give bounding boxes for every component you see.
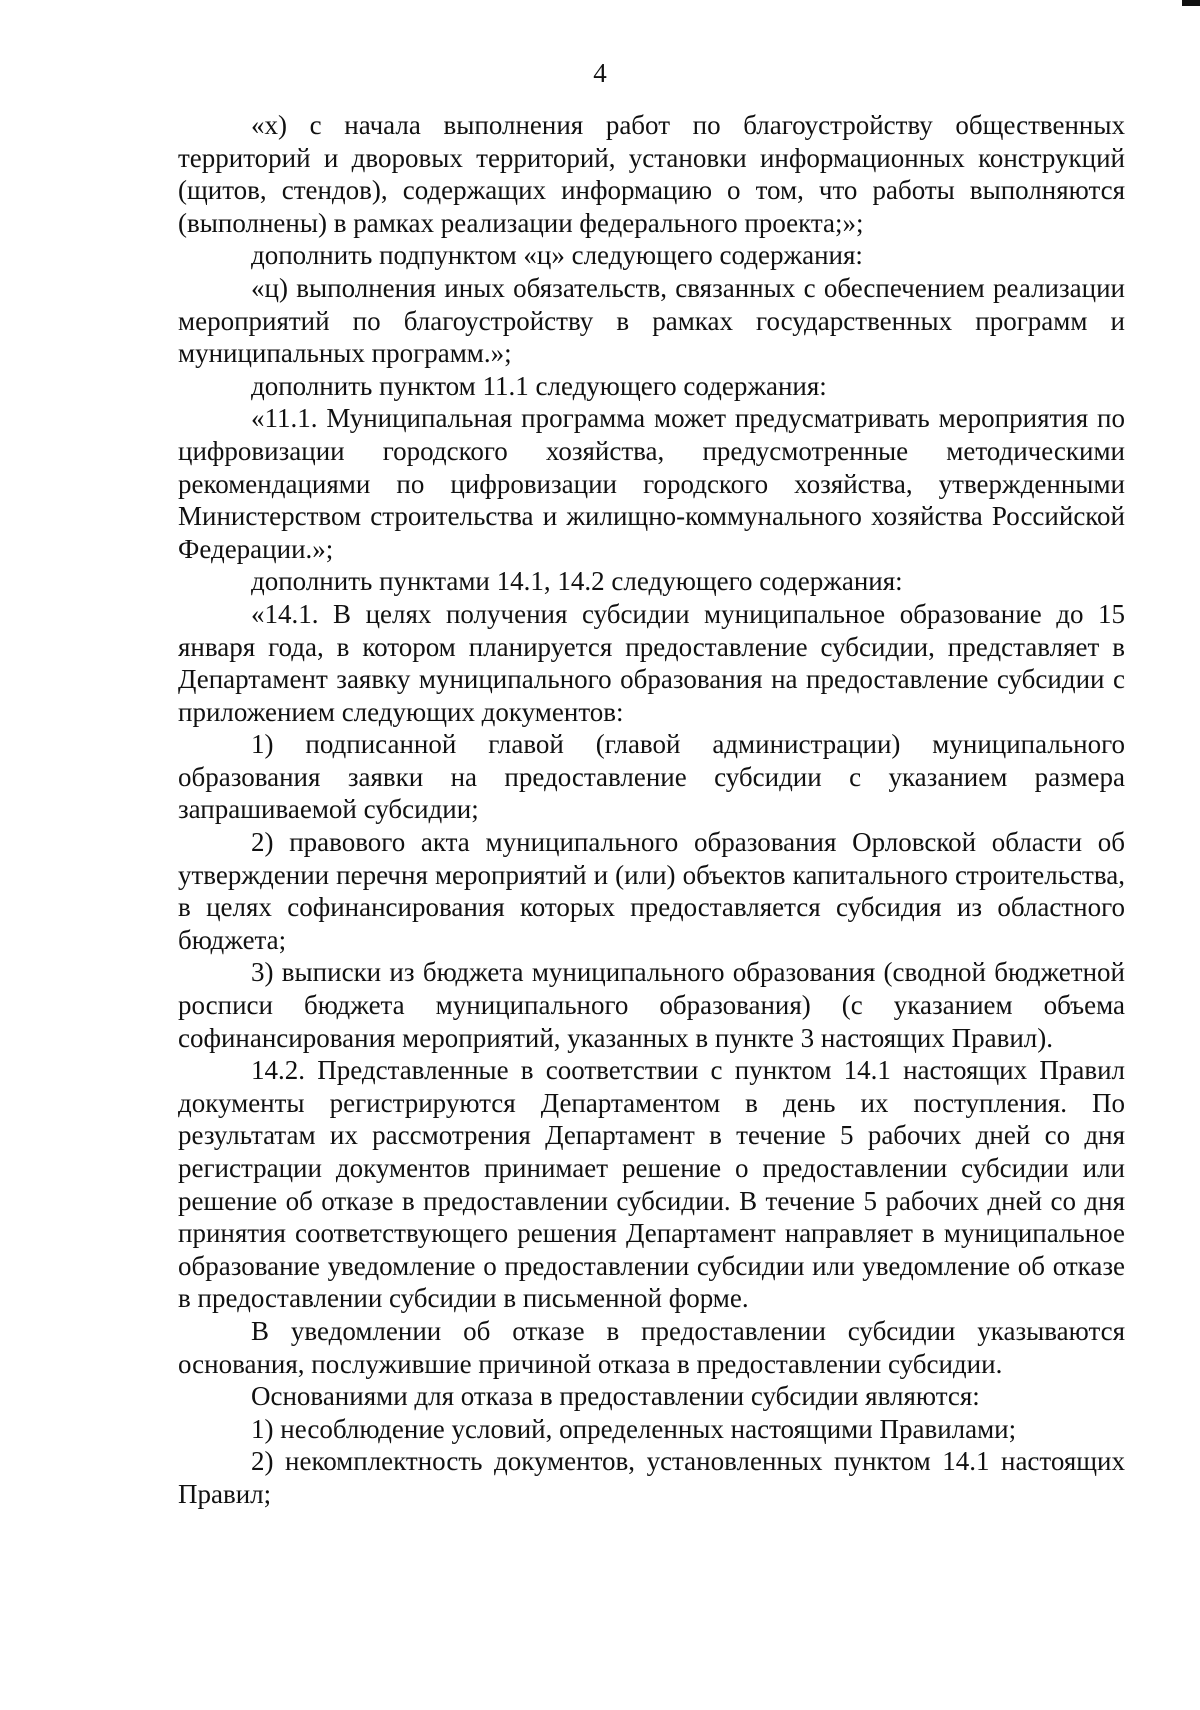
paragraph-ground-1: 1) несоблюдение условий, определенных настоящими Правилами; (251, 1413, 1017, 1444)
page-number: 4 (593, 58, 607, 88)
paragraph-ts-subitem: «ц) выполнения иных обязательств, связанных с обеспечением реализации мероприятий по благоустройству в рамках государственных программ и муниципальных программ.»; (178, 272, 1125, 369)
paragraph-x-subitem: «х) с начала выполнения работ по благоустройству общественных территорий и дворовых территорий, установки информационных конструкций (щитов, стендов), содержащих информацию о том, что работы выполняются (выполнены) в рамках реализации федерального проекта;»; (178, 110, 1125, 238)
document-body (178, 109, 1125, 1511)
paragraph-item-11-1: «11.1. Муниципальная программа может предусматривать мероприятия по цифровизации городского хозяйства, предусмотренные методическими рекомендациями по цифровизации городского хозяйства, утвержденными Министерством строительства и жилищно-коммунального хозяйства Российской Федерации.»; (178, 403, 1125, 564)
paragraph-list-item-3: 3) выписки из бюджета муниципального образования (сводной бюджетной росписи бюджета муниципального образования) (с указанием объема софинансирования мероприятий, указанных в пункте 3 настоящих Правил). (178, 957, 1125, 1053)
paragraph-add-item-11-1: дополнить пунктом 11.1 следующего содержания: (251, 370, 827, 401)
paragraph-add-subitem-ts: дополнить подпунктом «ц» следующего содержания: (251, 240, 863, 271)
paragraph-list-item-2: 2) правового акта муниципального образования Орловской области об утверждении перечня мероприятий и (или) объектов капитального строительства, в целях софинансирования которых предоставляется субсидия из областного бюджета; (178, 827, 1125, 955)
paragraph-add-items-14: дополнить пунктами 14.1, 14.2 следующего содержания: (251, 566, 903, 597)
scan-edge-mark (1182, 0, 1200, 6)
paragraph-refusal-grounds: Основаниями для отказа в предоставлении субсидии являются: (251, 1381, 980, 1412)
paragraph-refusal-notice: В уведомлении об отказе в предоставлении субсидии указываются основания, послужившие причиной отказа в предоставлении субсидии. (178, 1315, 1125, 1379)
paragraph-ground-2: 2) некомплектность документов, установленных пунктом 14.1 настоящих Правил; (178, 1446, 1125, 1509)
paragraph-item-14-1: «14.1. В целях получения субсидии муниципальное образование до 15 января года, в котором планируется предоставление субсидии, представляет в Департамент заявку муниципального образования на предоставление субсидии с приложением следующих документов: (178, 598, 1125, 727)
paragraph-list-item-1: 1) подписанной главой (главой администрации) муниципального образования заявки на предоставление субсидии с указанием размера запрашиваемой субсидии; (178, 729, 1125, 825)
paragraph-item-14-2: 14.2. Представленные в соответствии с пунктом 14.1 настоящих Правил документы регистрируются Департаментом в день их поступления. По результатам их рассмотрения Департамент в течение 5 рабочих дней со дня регистрации документов принимает решение о предоставлении субсидии или решение об отказе в предоставлении субсидии. В течение 5 рабочих дней со дня принятия соответствующего решения Департамент направляет в муниципальное образование уведомление о предоставлении субсидии или уведомление об отказе в предоставлении субсидии в письменной форме. (178, 1055, 1125, 1314)
